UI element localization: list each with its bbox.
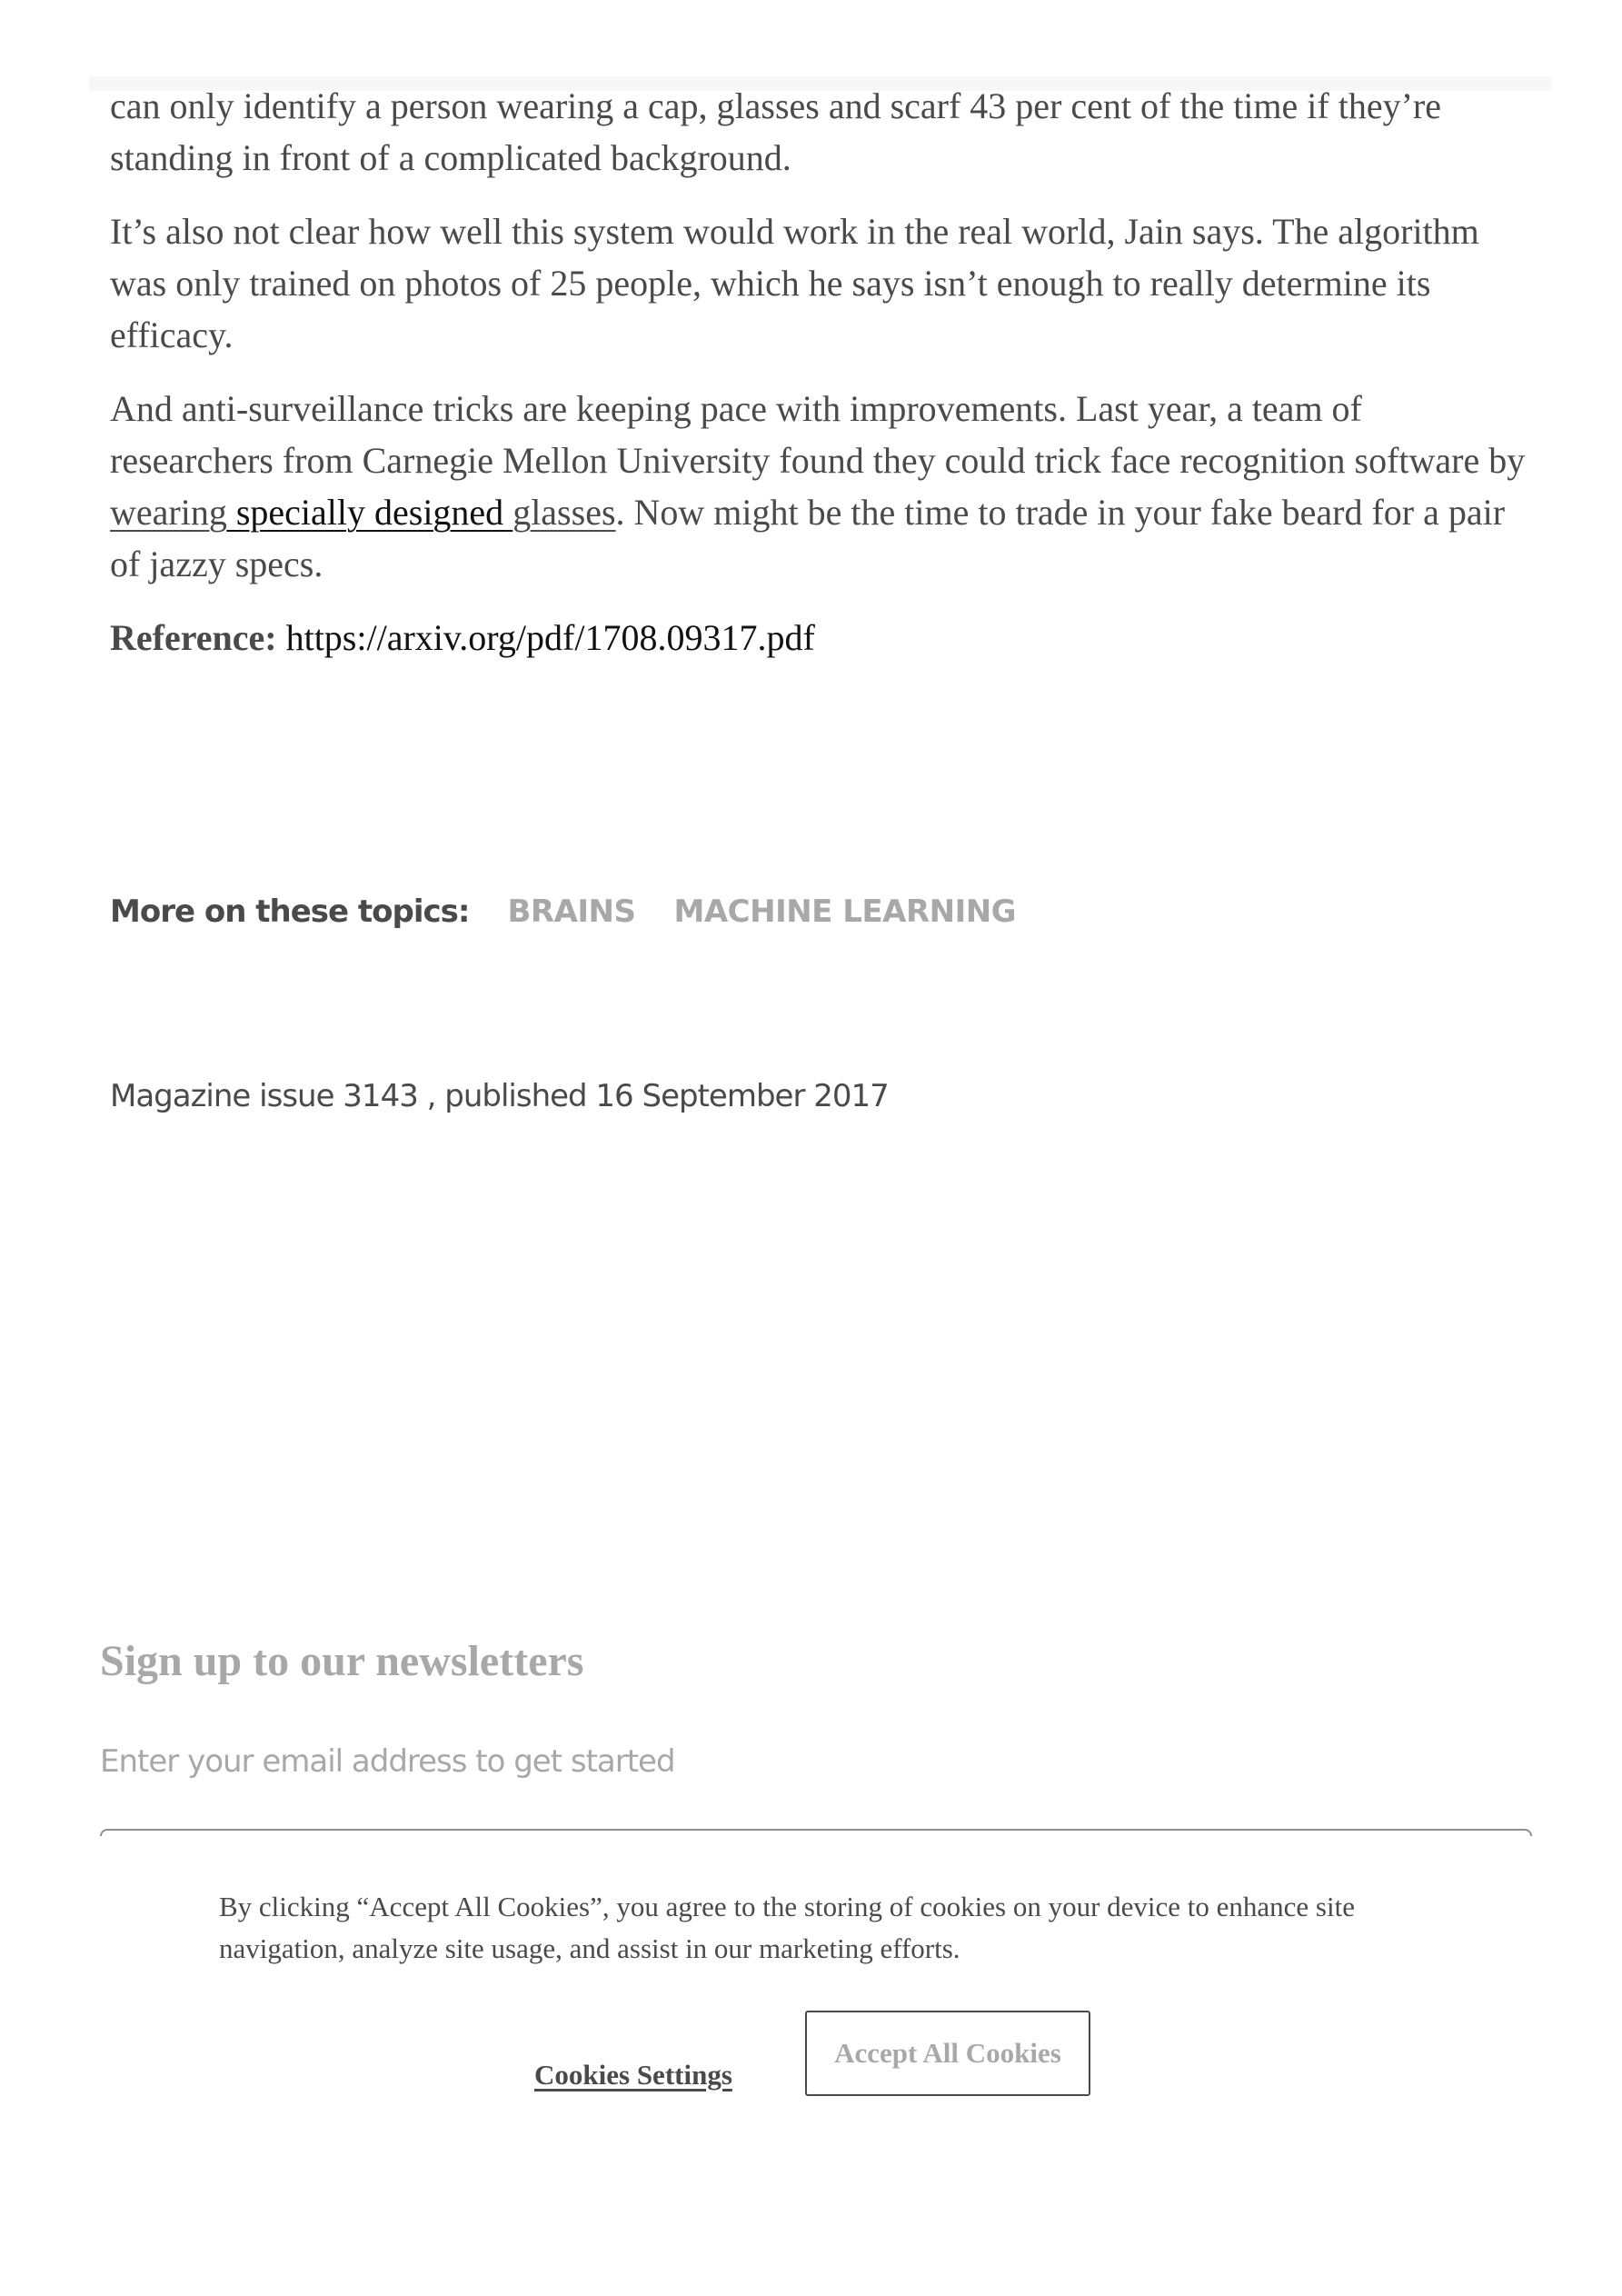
reference-url: https://arxiv.org/pdf/1708.09317.pdf bbox=[285, 617, 815, 658]
link-glasses[interactable]: glasses bbox=[512, 492, 616, 533]
topics-bar bbox=[110, 889, 1016, 934]
article-body bbox=[110, 80, 1527, 685]
link-specially-designed[interactable]: specially designed bbox=[226, 492, 513, 533]
paragraph-text: And anti-surveillance tricks are keeping pace with improvements. Last year, a team of researchers from Carnegie Mellon University found they could trick face recognition software by bbox=[110, 388, 1526, 481]
article-paragraph bbox=[110, 383, 1527, 590]
cookie-text: By clicking “Accept All Cookies”, you agree to the storing of cookies on your device to enhance site navigation, analyze site usage, and assist in our marketing efforts. bbox=[219, 1891, 1355, 1964]
magazine-issue: Magazine issue 3143 , published 16 September 2017 bbox=[110, 1078, 889, 1114]
article-paragraph: can only identify a person wearing a cap, glasses and scarf 43 per cent of the time if they’re standing in front of a complicated background. bbox=[110, 85, 1441, 178]
newsletter-subtitle: Enter your email address to get started bbox=[100, 1743, 675, 1780]
topics-label: More on these topics: bbox=[110, 893, 470, 930]
accept-all-cookies-button[interactable]: Accept All Cookies bbox=[805, 2011, 1090, 2096]
topic-tag-brains[interactable]: BRAINS bbox=[507, 893, 636, 930]
paragraph-text: . Now might be the time to trade in your fake beard for a pair of jazzy specs. bbox=[110, 492, 1506, 584]
link-wearing[interactable]: wearing bbox=[110, 492, 227, 533]
topic-tag-machine-learning[interactable]: MACHINE LEARNING bbox=[673, 893, 1017, 930]
cookies-settings-button[interactable]: Cookies Settings bbox=[534, 2032, 732, 2118]
newsletter-title: Sign up to our newsletters bbox=[100, 1637, 584, 1685]
reference-label: Reference: bbox=[110, 617, 277, 658]
reference bbox=[110, 612, 1527, 664]
article-paragraph: It’s also not clear how well this system would work in the real world, Jain says. The algorithm was only trained on photos of 25 people, which he says isn’t enough to really determine its efficacy. bbox=[110, 211, 1479, 355]
